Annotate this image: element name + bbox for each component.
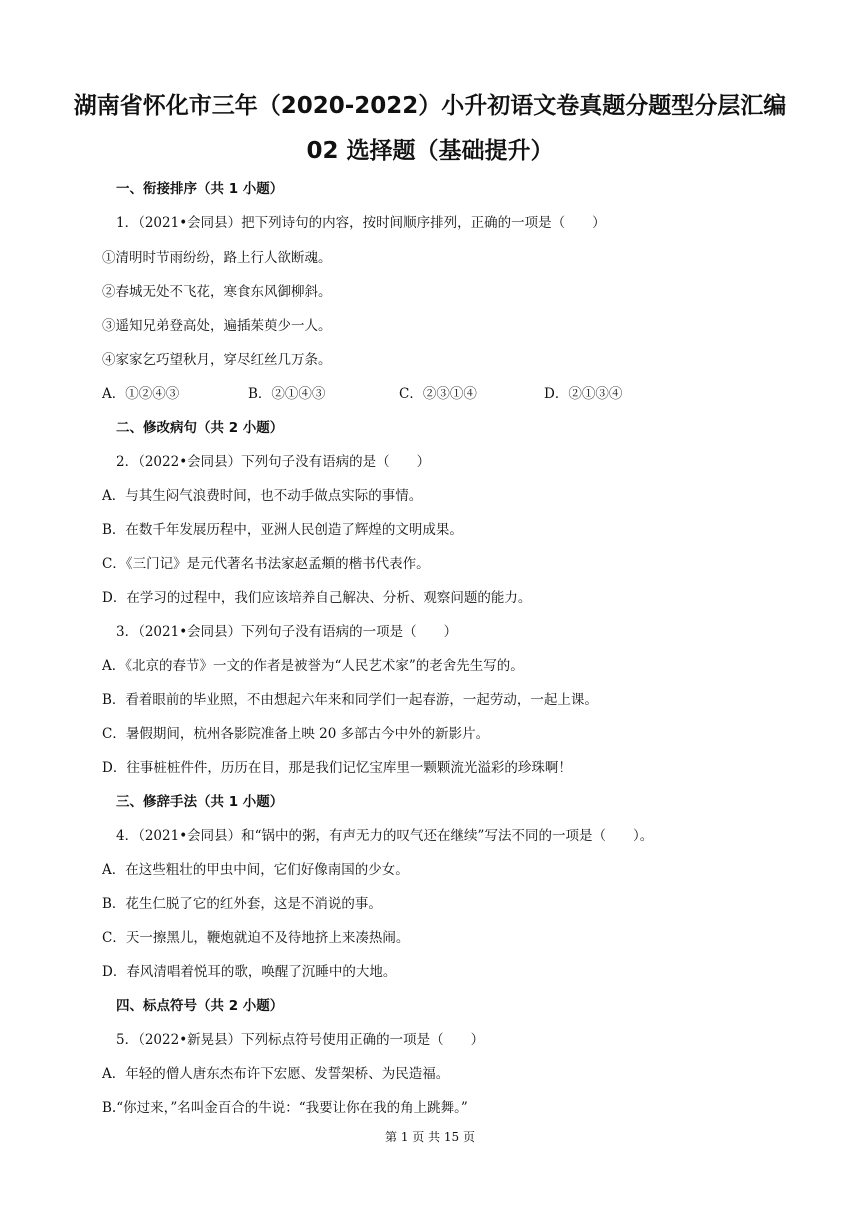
section-heading-punctuation: 四、标点符号（共 2 小题） bbox=[116, 998, 284, 1014]
document-title-line-1: 湖南省怀化市三年（2020-2022）小升初语文卷真题分题型分层汇编 bbox=[73, 93, 787, 119]
question-1-line-4: ④家家乞巧望秋月，穿尽红丝几万条。 bbox=[102, 352, 332, 368]
document-title-line-2: 02 选择题（基础提升） bbox=[306, 138, 554, 164]
question-4-option-c: C．天一擦黑儿，鞭炮就迫不及待地挤上来凑热闹。 bbox=[102, 930, 410, 946]
question-2-option-a: A．与其生闷气浪费时间，也不动手做点实际的事情。 bbox=[102, 488, 423, 504]
question-5-stem: 5．（2022•新晃县）下列标点符号使用正确的一项是（ ） bbox=[116, 1032, 485, 1048]
question-3-option-c: C．暑假期间，杭州各影院准备上映 20 多部古今中外的新影片。 bbox=[102, 726, 490, 742]
page-footer: 第 1 页 共 15 页 bbox=[385, 1130, 475, 1144]
question-1-line-2: ②春城无处不飞花，寒食东风御柳斜。 bbox=[102, 284, 332, 300]
question-2-option-c: C．《三门记》是元代著名书法家赵孟頫的楷书代表作。 bbox=[102, 556, 430, 572]
question-2-option-d: D．在学习的过程中，我们应该培养自己解决、分析、观察问题的能力。 bbox=[102, 590, 532, 606]
section-heading-sequencing: 一、衔接排序（共 1 小题） bbox=[116, 181, 284, 197]
question-2-stem: 2．（2022•会同县）下列句子没有语病的是（ ） bbox=[116, 454, 431, 470]
question-1-line-3: ③遥知兄弟登高处，遍插茱萸少一人。 bbox=[102, 318, 332, 334]
question-3-option-a: A．《北京的春节》一文的作者是被誉为“人民艺术家”的老舍先生写的。 bbox=[102, 658, 524, 674]
question-4-option-a: A．在这些粗壮的甲虫中间，它们好像南国的少女。 bbox=[102, 862, 409, 878]
question-4-stem: 4．（2021•会同县）和“锅中的粥，有声无力的叹气还在继续”写法不同的一项是（ ）。 bbox=[116, 828, 654, 844]
question-1-stem: 1．（2021•会同县）把下列诗句的内容，按时间顺序排列，正确的一项是（ ） bbox=[116, 215, 606, 231]
section-heading-rhetoric: 三、修辞手法（共 1 小题） bbox=[116, 794, 284, 810]
question-3-option-b: B．看着眼前的毕业照，不由想起六年来和同学们一起春游，一起劳动，一起上课。 bbox=[102, 692, 598, 708]
section-heading-sentence-correction: 二、修改病句（共 2 小题） bbox=[116, 420, 284, 436]
question-2-option-b: B．在数千年发展历程中，亚洲人民创造了辉煌的文明成果。 bbox=[102, 522, 463, 538]
question-3-option-d: D．往事桩桩件件，历历在目，那是我们记忆宝库里一颗颗流光溢彩的珍珠啊！ bbox=[102, 760, 572, 776]
question-5-option-b: B.“你过来，”名叫金百合的牛说：“我要让你在我的角上跳舞。” bbox=[102, 1100, 468, 1116]
question-3-stem: 3．（2021•会同县）下列句子没有语病的一项是（ ） bbox=[116, 624, 458, 640]
question-1-option-c: C．②③①④ bbox=[399, 386, 477, 402]
question-1-option-a: A．①②④③ bbox=[102, 386, 180, 402]
question-1-option-b: B．②①④③ bbox=[248, 386, 326, 402]
question-4-option-d: D．春风清唱着悦耳的歌，唤醒了沉睡中的大地。 bbox=[102, 964, 397, 980]
question-1-line-1: ①清明时节雨纷纷，路上行人欲断魂。 bbox=[102, 250, 332, 266]
question-4-option-b: B．花生仁脱了它的红外套，这是不消说的事。 bbox=[102, 896, 382, 912]
question-1-option-d: D．②①③④ bbox=[544, 386, 623, 402]
question-5-option-a: A．年轻的僧人唐东杰布许下宏愿、发誓架桥、为民造福。 bbox=[102, 1066, 450, 1082]
